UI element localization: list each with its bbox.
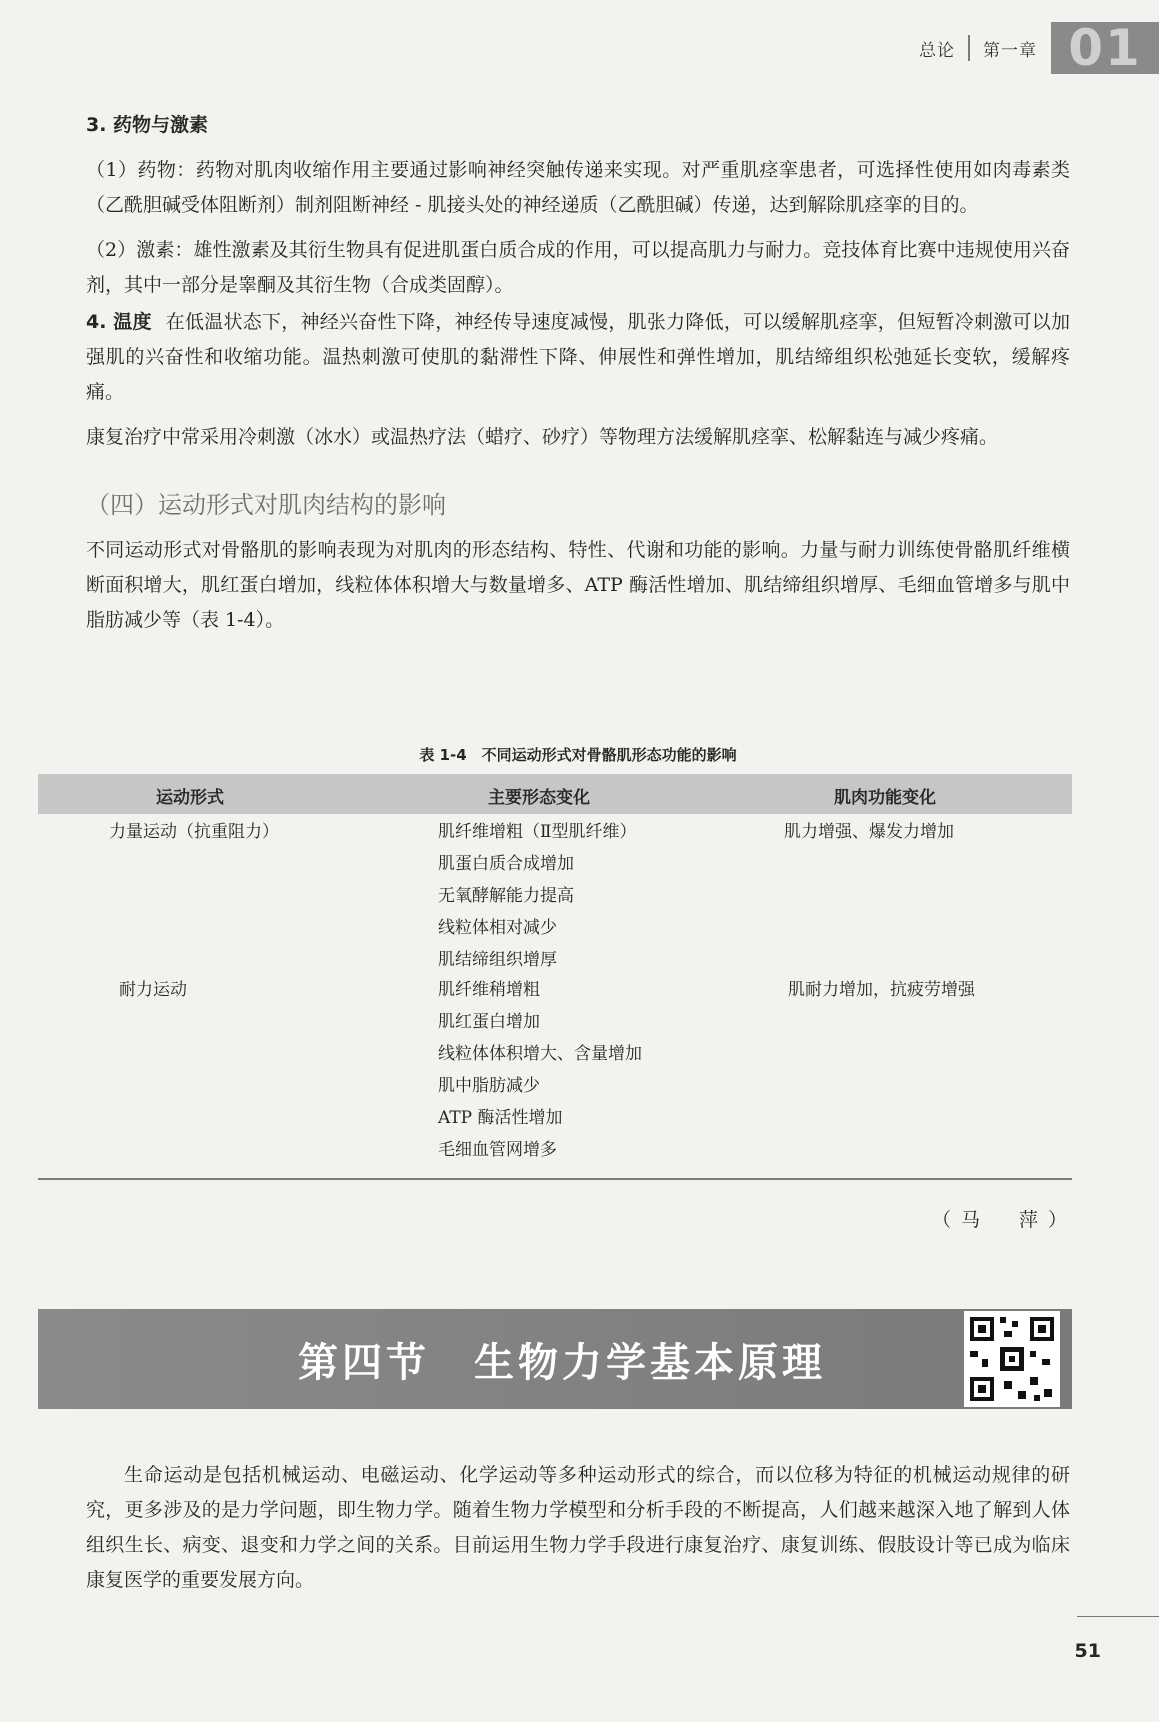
body-text-bottom bbox=[86, 1458, 1070, 1598]
table-cell-function: 肌耐力增加，抗疲劳增强 bbox=[788, 980, 975, 1000]
header-section: 总论 bbox=[919, 40, 955, 61]
table-header-function: 肌肉功能变化 bbox=[834, 788, 936, 808]
table-cell-change-item: 肌纤维增粗（Ⅱ型肌纤维） bbox=[438, 822, 637, 842]
paragraph-rehab-methods: 康复治疗中常采用冷刺激（冰水）或温热疗法（蜡疗、砂疗）等物理方法缓解肌痉挛、松解黏连与减少疼痛。 bbox=[86, 426, 999, 448]
footer-rule bbox=[1077, 1616, 1159, 1617]
table-row bbox=[38, 814, 1072, 974]
table-cell-change-item: 肌中脂肪减少 bbox=[438, 1076, 540, 1096]
heading-temperature: 4. 温度 bbox=[86, 311, 152, 333]
table-bottom-rule bbox=[38, 1178, 1072, 1180]
table-cell-form: 力量运动（抗重阻力） bbox=[109, 822, 279, 842]
table-1-4 bbox=[38, 774, 1072, 1174]
table-row bbox=[38, 974, 1072, 1174]
table-cell-change-item: 线粒体体积增大、含量增加 bbox=[438, 1044, 642, 1064]
table-header-row bbox=[38, 774, 1072, 814]
table-cell-change-item: ATP 酶活性增加 bbox=[438, 1108, 563, 1128]
table-header-form: 运动形式 bbox=[156, 788, 224, 808]
table-title: 表 1-4 不同运动形式对骨骼肌形态功能的影响 bbox=[419, 746, 737, 764]
header-separator bbox=[968, 35, 970, 61]
body-text-top bbox=[86, 108, 1070, 638]
table-cell-change-item: 毛细血管网增多 bbox=[438, 1140, 557, 1160]
paragraph-biomechanics: 生命运动是包括机械运动、电磁运动、化学运动等多种运动形式的综合，而以位移为特征的机械运动规律的研究，更多涉及的是力学问题，即生物力学。随着生物力学模型和分析手段的不断提高，人们越来越深入地了解到人体组织生长、病变、退变和力学之间的关系。目前运用生物力学手段进行康复治疗、康复训练、假肢设计等已成为临床康复医学的重要发展方向。 bbox=[86, 1464, 1070, 1591]
paragraph-hormones: （2）激素：雄性激素及其衍生物具有促进肌蛋白质合成的作用，可以提高肌力与耐力。竞技体育比赛中违规使用兴奋剂，其中一部分是睾酮及其衍生物（合成类固醇）。 bbox=[86, 239, 1070, 296]
table-cell-change-item: 无氧酵解能力提高 bbox=[438, 886, 574, 906]
table-cell-change-item: 肌结缔组织增厚 bbox=[438, 950, 557, 970]
section-title: 第四节 生物力学基本原理 bbox=[298, 1338, 826, 1386]
table-cell-function: 肌力增强、爆发力增加 bbox=[784, 822, 954, 842]
heading-drugs-hormones: 3. 药物与激素 bbox=[86, 114, 209, 136]
table-cell-changes bbox=[438, 974, 642, 1166]
table-cell-change-item: 线粒体相对减少 bbox=[438, 918, 557, 938]
page-number: 51 bbox=[1074, 1640, 1101, 1662]
paragraph-drugs: （1）药物：药物对肌肉收缩作用主要通过影响神经突触传递来实现。对严重肌痉挛患者，可选择性使用如肉毒素类（乙酰胆碱受体阻断剂）制剂阻断神经 - 肌接头处的神经递质（乙酰胆碱）传递，达到解除肌痉挛的目的。 bbox=[86, 159, 1070, 216]
table-cell-changes bbox=[438, 816, 637, 976]
temperature-text: 在低温状态下，神经兴奋性下降，神经传导速度减慢，肌张力降低，可以缓解肌痉挛，但短暂冷刺激可以加强肌的兴奋性和收缩功能。温热刺激可使肌的黏滞性下降、伸展性和弹性增加，肌结缔组织松弛延长变软，缓解疼痛。 bbox=[86, 311, 1070, 403]
table-cell-change-item: 肌红蛋白增加 bbox=[438, 1012, 540, 1032]
section-banner bbox=[38, 1309, 1072, 1409]
header-chapter: 第一章 bbox=[983, 40, 1037, 61]
running-header bbox=[919, 20, 1159, 76]
paragraph-exercise-forms: 不同运动形式对骨骼肌的影响表现为对肌肉的形态结构、特性、代谢和功能的影响。力量与耐力训练使骨骼肌纤维横断面积增大，肌红蛋白增加，线粒体体积增大与数量增多、ATP 酶活性增加、肌结缔组织增厚、毛细血管增多与肌中脂肪减少等（表 1-4）。 bbox=[86, 539, 1070, 631]
table-cell-change-item: 肌纤维稍增粗 bbox=[438, 980, 540, 1000]
table-header-changes: 主要形态变化 bbox=[488, 788, 590, 808]
paragraph-temperature bbox=[86, 305, 1070, 410]
chapter-number-badge: 01 bbox=[1051, 22, 1159, 74]
author-credit: （马 萍） bbox=[931, 1209, 1077, 1231]
table-cell-form: 耐力运动 bbox=[119, 980, 187, 1000]
qr-code-icon[interactable] bbox=[964, 1311, 1060, 1407]
heading-exercise-forms: （四）运动形式对肌肉结构的影响 bbox=[86, 491, 446, 519]
table-cell-change-item: 肌蛋白质合成增加 bbox=[438, 854, 574, 874]
